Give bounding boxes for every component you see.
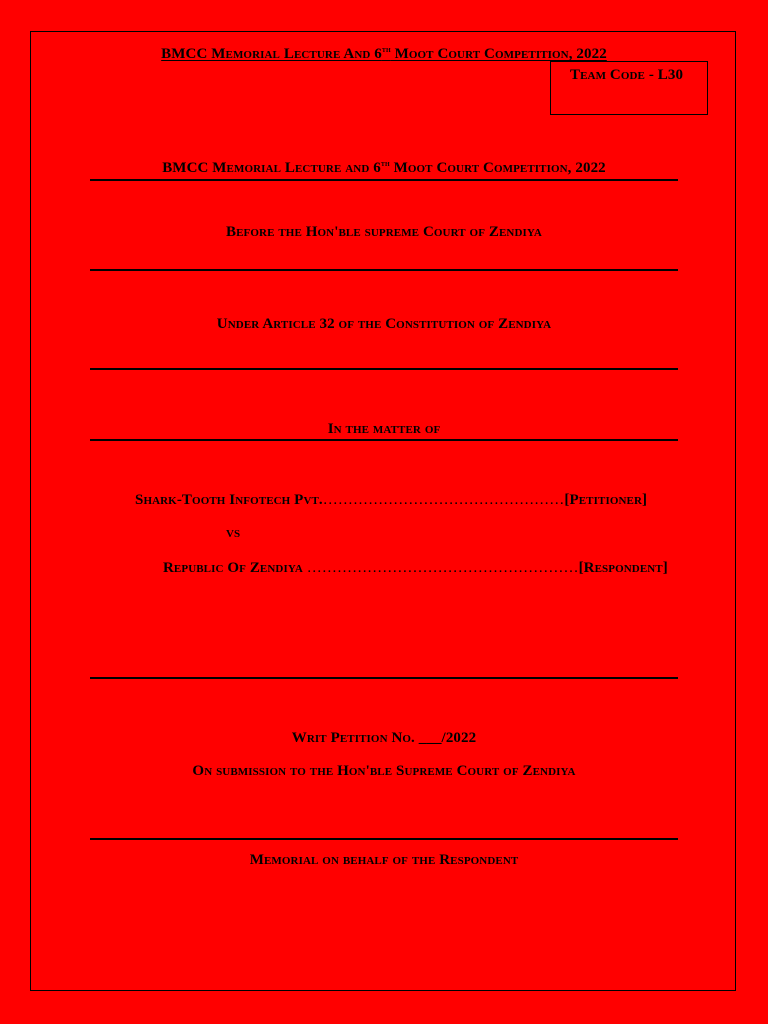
team-code: Team Code - L30 (570, 67, 684, 83)
rule-2 (90, 269, 678, 271)
article-line: Under Article 32 of the Constitution of Zendiya (216, 316, 552, 332)
respondent-line: Republic Of Zendiya ………………………………………………[Respondent] (163, 560, 668, 576)
writ-line: Writ Petition No. ___/2022 (291, 730, 477, 746)
rule-6 (90, 838, 678, 840)
versus: vs (226, 525, 241, 541)
rule-3 (90, 368, 678, 370)
title-line: BMCC Memorial Lecture and 6th Moot Court Competition, 2022 (162, 159, 606, 176)
court-line: Before the Hon'ble supreme Court of Zendiya (226, 224, 542, 240)
petitioner-line: Shark-Tooth Infotech Pvt.…………………………………………[Petitioner] (135, 492, 648, 508)
rule-1 (90, 179, 678, 181)
memorial-line: Memorial on behalf of the Respondent (249, 852, 519, 868)
rule-5 (90, 677, 678, 679)
submission-line: On submission to the Hon'ble Supreme Court of Zendiya (192, 763, 576, 779)
matter-line: In the matter of (327, 421, 441, 437)
rule-4 (90, 439, 678, 441)
header-line: BMCC Memorial Lecture And 6th Moot Court Competition, 2022 (161, 45, 607, 62)
